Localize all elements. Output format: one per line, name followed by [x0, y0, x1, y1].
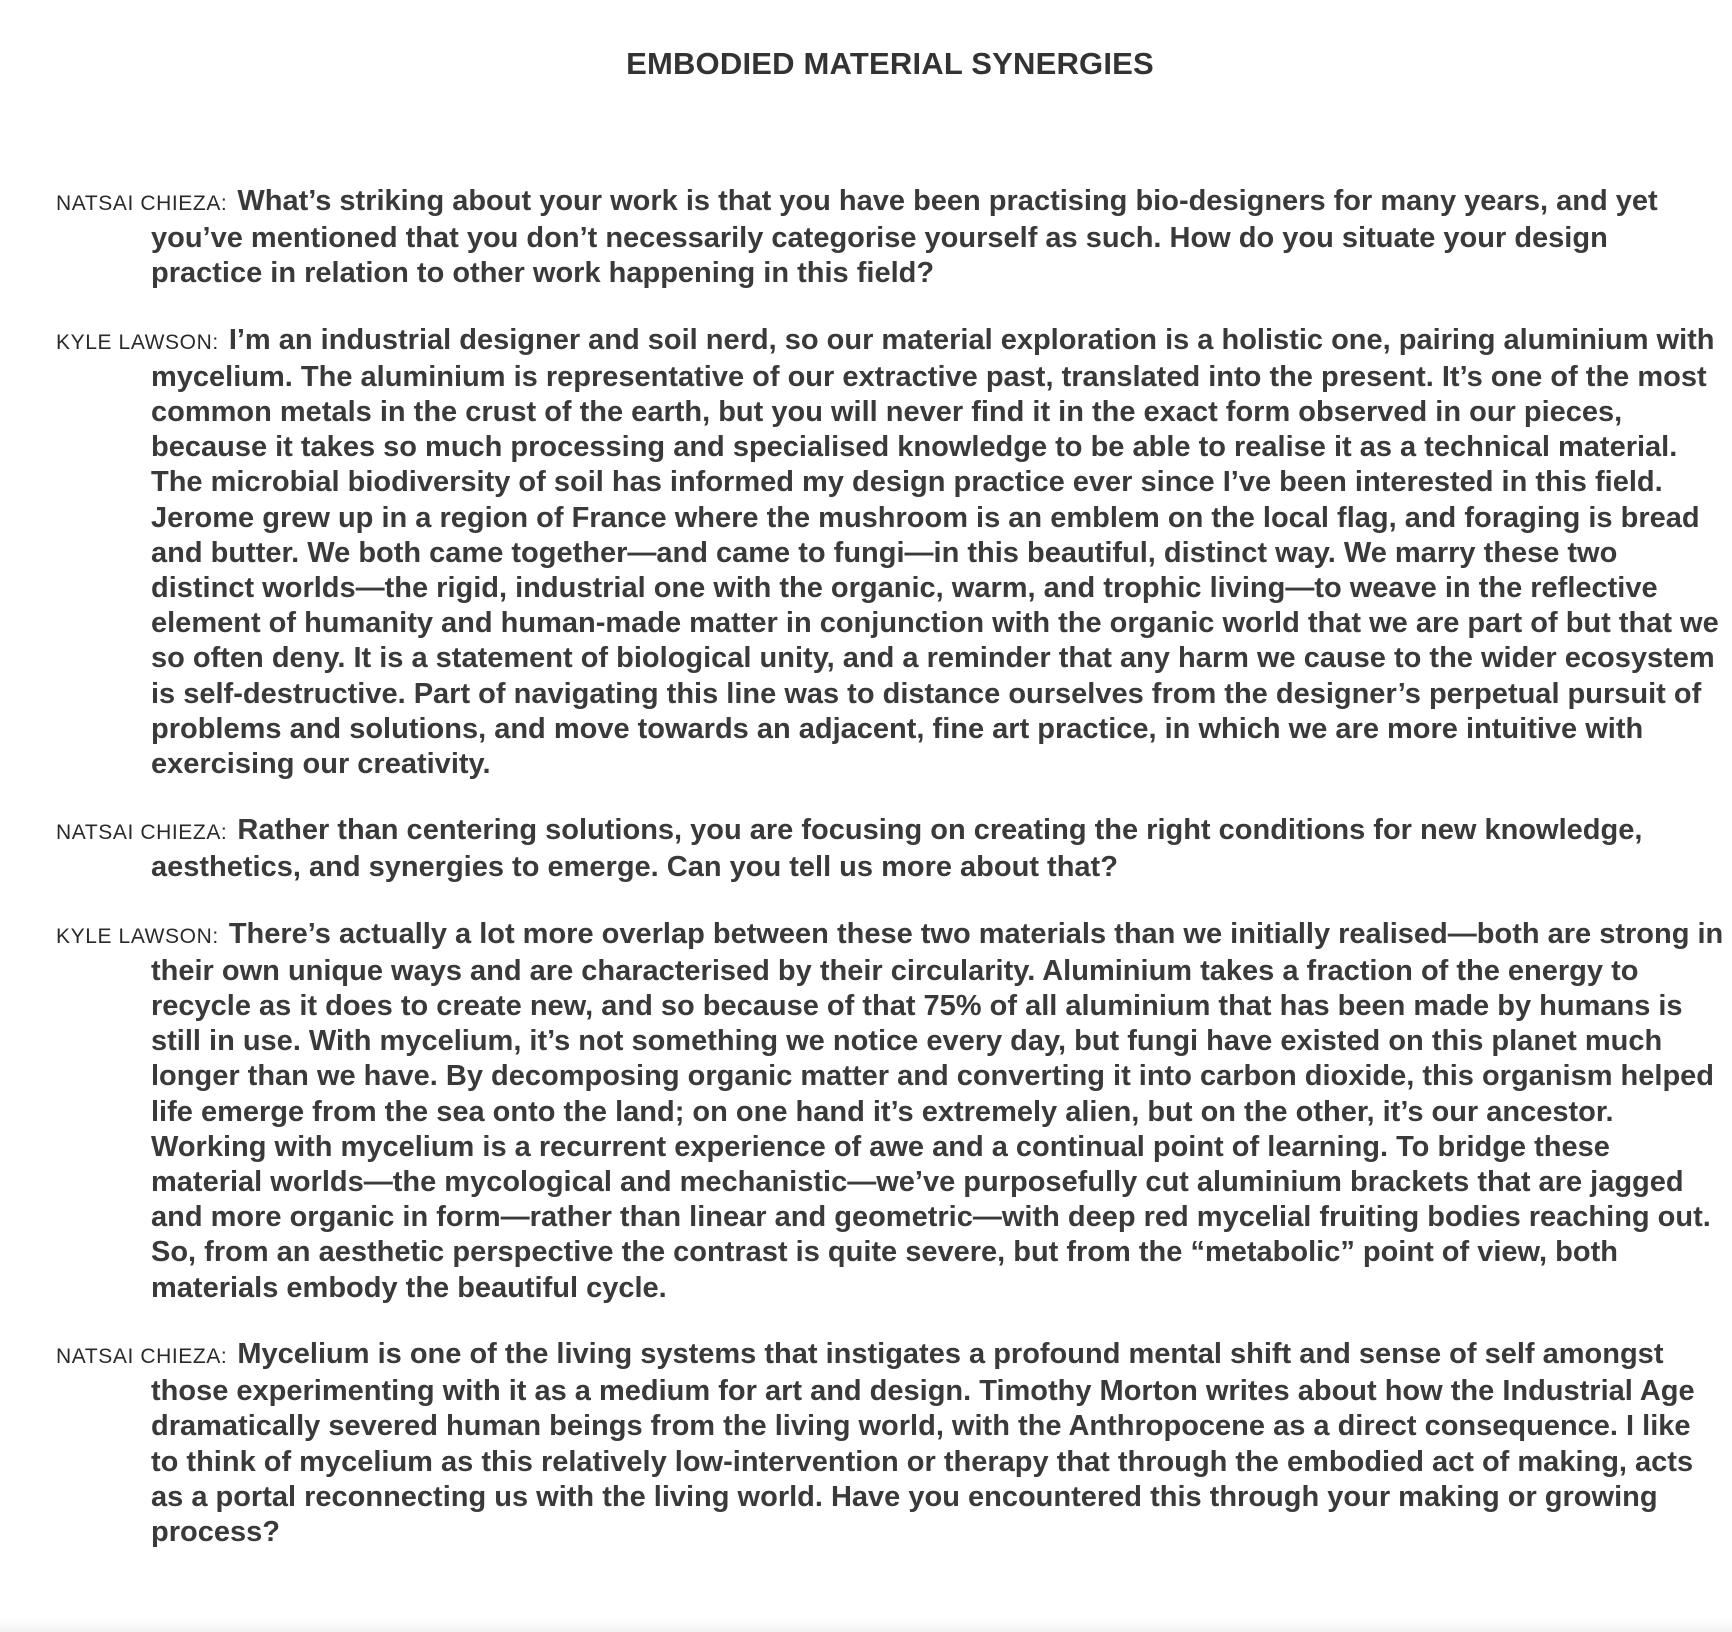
interview-entry [56, 813, 1724, 885]
speaker-label: NATSAI CHIEZA: [56, 821, 228, 845]
page-bottom-shadow [0, 1618, 1732, 1632]
interview-entry [56, 917, 1724, 1306]
speaker-label: NATSAI CHIEZA: [56, 192, 228, 215]
interview-entry [56, 1337, 1724, 1550]
interview-body [56, 184, 1724, 1550]
entry-text: There’s actually a lot more overlap between these two materials than we initially realised—both are strong in their own unique ways and are characterised by their circularity. Aluminium takes a fraction of the energy to recycle as it does to create new, and so because of that 75% of all aluminium that has been made by humans is still in use. With mycelium, it’s not something we notice every day, but fungi have existed on this planet much longer than we have. By decomposing organic matter and converting it into carbon dioxide, this organism helped life emerge from the sea onto the land; on one hand it’s extremely alien, but on the other, it’s our ancestor. Working with mycelium is a recurrent experience of awe and a continual point of learning. To bridge these material worlds—the mycological and mechanistic—we’ve purposefully cut aluminium brackets that are jagged and more organic in form—rather than linear and geometric—with deep red mycelial fruiting bodies reaching out. So, from an aesthetic perspective the contrast is quite severe, but from the “metabolic” point of view, both materials embody the beautiful cycle. [151, 917, 1724, 1304]
interview-entry [56, 184, 1724, 292]
entry-text: I’m an industrial designer and soil nerd, so our material exploration is a holistic one, pairing aluminium with mycelium. The aluminium is representative of our extractive past, translated into the present. It’s one of the most common metals in the crust of the earth, but you will never find it in the exact form observed in our pieces, because it takes so much processing and specialised knowledge to be able to realise it as a technical material. The microbial biodiversity of soil has informed my design practice ever since I’ve been interested in this field. Jerome grew up in a region of France where the mushroom is an emblem on the local flag, and foraging is bread and butter. We both came together—and came to fungi—in this beautiful, distinct way. We marry these two distinct worlds—the rigid, industrial one with the organic, warm, and trophic living—to weave in the reflective element of humanity and human-made matter in conjunction with the organic world that we are part of but that we so often deny. It is a statement of biological unity, and a reminder that any harm we cause to the wider ecosystem is self-destructive. Part of navigating this line was to distance ourselves from the designer’s perpetual pursuit of problems and solutions, and move towards an adjacent, fine art practice, in which we are more intuitive with exercising our creativity. [151, 323, 1719, 781]
speaker-label: KYLE LAWSON: [56, 330, 219, 354]
speaker-label: NATSAI CHIEZA: [56, 1344, 228, 1368]
page-title: EMBODIED MATERIAL SYNERGIES [626, 46, 1154, 81]
interview-entry [56, 323, 1724, 783]
speaker-label: KYLE LAWSON: [56, 924, 219, 948]
entry-text: Rather than centering solutions, you are focusing on creating the right conditions for new knowledge, aesthetics, and synergies to emerge. Can you tell us more about that? [151, 814, 1643, 884]
entry-text: Mycelium is one of the living systems that instigates a profound mental shift and sense of self amongst those experimenting with it as a medium for art and design. Timothy Morton writes about how the Industrial Age dramatically severed human beings from the living world, with the Anthropocene as a direct consequence. I like to think of mycelium as this relatively low-intervention or therapy that through the embodied act of making, acts as a portal reconnecting us with the living world. Have you encountered this through your making or growing process? [151, 1337, 1695, 1548]
entry-text: What’s striking about your work is that you have been practising bio-designers for many years, and yet you’ve mentioned that you don’t necessarily categorise yourself as such. How do you situate your design practice in relation to other work happening in this field? [151, 185, 1658, 290]
